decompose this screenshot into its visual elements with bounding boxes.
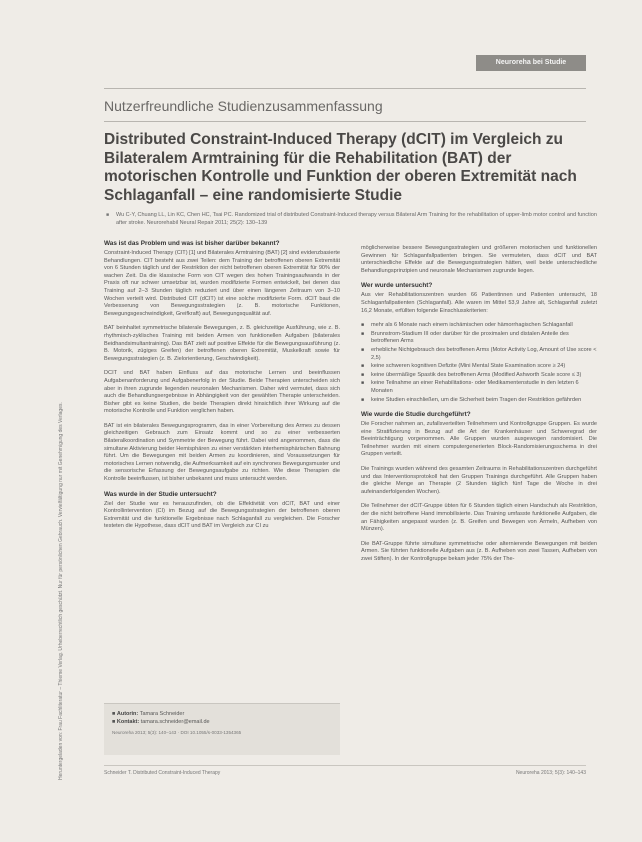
list-item: ■ mehr als 6 Monate nach einem ischämischen oder hämorrhagischen Schlaganfall <box>361 322 597 330</box>
left-column <box>104 240 340 538</box>
list-item: ■ keine Teilnahme an einer Rehabilitations- oder Medikamentenstudie in den letzten 6 Monaten <box>361 380 597 395</box>
paragraph: Die Teilnehmer der dCIT-Gruppe übten für 6 Stunden täglich einen Handschuh als Restriktion, der die nicht betroffene Hand immobilisierte. Das Training umfasste funktionelle Aufgaben, die an Fähigkeiten angepasst wurden (z. B. Greifen und Bewegen von Ärmeln, Aufheben von Münzen). <box>361 503 597 533</box>
list-item: ■ keine übermäßige Spastik des betroffenen Arms (Modified Ashworth Scale score ≤ 3) <box>361 372 597 380</box>
section-heading: Was ist das Problem und was ist bisher darüber bekannt? <box>104 240 280 247</box>
paragraph: Constraint-Induced Therapy (CIT) [1] und Bilaterales Armtraining (BAT) [2] sind evidenzbasierte Behandlungen. CIT besteht aus zwei Teilen: dem Training der betroffenen oberen Extremität von 6 Stunden täglich und der Restriktion der nicht betroffenen oberen Extremität für 90% der wachen Zeit. Da die klassische Form von CIT wegen des hohen Trainingsaufwands in der Praxis oft nur schwer umsetzbar ist, wurden modifizierte Formen entwickelt, bei denen das Training auf 2–3 Stunden täglich reduziert und über einen längeren Zeitraum von 3–10 Wochen verteilt wird. Distributed CIT (dCIT) ist eine solche modifizierte Form. dCIT baut die Verbesserung von Bewegungsstrategien (z. B. motorische Funktionen, Bewegungsgeschwindigkeit, Greifkraft) auf, Bewegungsqualität auf. <box>104 250 340 317</box>
list-item: ■ keine schweren kognitiven Defizite (Mini Mental State Examination score ≥ 24) <box>361 363 597 371</box>
contact-email[interactable]: tamara.schneider@email.de <box>140 719 210 725</box>
paragraph: BAT ist ein bilaterales Bewegungsprogramm, das in einer Vorbereitung des Armes zu dessen gleichzeitigen Gebrauch zum Einsatz kommt und so zu einer verbesserten Bilateralkoordination und Symmetrie der Bewegung führt. Dabei wird angenommen, dass die simultane Aktivierung beider Hemisphären zu einer verstärkten interhemisphärischen Bahnung führt. Um die Bewegungen mit beiden Armen zu koordinieren, sind Voraussetzungen für motorisches Lernen notwendig, die Aufmerksamkeit auf ein synchrones Bewegungsmuster und die sensorische Erfassung der Bewegungsaufgabe zu richten. Wie diese Therapien die Kontrolle beeinflussen, ist bisher unbekannt und muss untersucht werden. <box>104 422 340 483</box>
paragraph: Die Forscher nahmen an, zufallsverteilten Teilnehmern und Kontrollgruppe Gruppen. Es wurde eine Stratifizierung in Bezug auf die Art der Krankenhäuser und Schweregrad der Beeinträchtigung vorgenommen. Alle Gruppen wurden ausgewogen randomisiert. Die Teilnehmer wurden mit einem computergenerierten Block-Randomisierungsschema in drei Gruppen verteilt. <box>361 421 597 458</box>
paragraph: Aus vier Rehabilitationszentren wurden 66 Patientinnen und Patienten untersucht, 18 Schlaganfallpatienten (Schlaganfall). Alle waren im Mittel 53,9 Jahre alt, Schlaganfall zuletzt 16,2 Monate, erfüllten folgende Einschlusskriterien: <box>361 292 597 314</box>
author-row <box>112 710 332 718</box>
citation: ■ Wu C-Y, Chuang LL, Lin KC, Chen HC, Tsai PC. Randomized trial of distributed Constraint-Induced therapy versus Bilateral Arm Training for the rehabilitation of upper-limb motor control and function after stroke. Neurorehabil Neural Repair 2011; 25(2): 130–139 <box>110 212 600 227</box>
title-rule <box>104 121 586 122</box>
section-heading: Wie wurde die Studie durchgeführt? <box>361 411 471 419</box>
paragraph: DCIT und BAT haben Einfluss auf das motorische Lernen und beeinflussen Aufgabenanforderung und Aufgabenerfolg in der Studie. Beide Therapien unterscheiden sich aber in ihren zugrunde liegenden neuronalen Mechanismen. Daher wird vermutet, dass sich auch die Behandlungsergebnisse in Abhängigkeit von der gewählten Therapie unterscheiden. Bisher gibt es keine Studien, die beide Therapien direkt hinsichtlich ihrer Wirkung auf die motorische Kontrolle und Funktion verglichen haben. <box>104 370 340 415</box>
paragraph: Ziel der Studie war es herauszufinden, ob die Effektivität von dCIT, BAT und einer Kontrollintervention (CI) im Bezug auf die Bewegungsstrategien der betroffenen oberen Extremität und die funktionelle Ergebnisse nach Schlaganfall zu vergleichen. Die Forscher testeten die Hypothese, dass dCIT und BAT im Vergleich zur CI zu <box>104 500 340 530</box>
author-bullet-icon: ■ <box>112 711 117 717</box>
right-column <box>361 245 597 571</box>
list-item: ■ keine Studien einschließen, um die Sicherheit beim Tragen der Restriktion gefährden <box>361 397 597 405</box>
section-badge: Neuroreha bei Studie <box>476 55 586 71</box>
footer-rule <box>104 765 586 766</box>
top-rule <box>104 88 586 89</box>
kicker: Nutzerfreundliche Studienzusammenfassung <box>104 98 383 114</box>
section-heading: Wer wurde untersucht? <box>361 282 433 290</box>
author-name: Tamara Schneider <box>139 711 185 717</box>
list-item: ■ Brunnstrom-Stadium III oder darüber für die proximalen und distalen Anteile des betroffenen Arms <box>361 331 597 346</box>
footer-left: Schneider T. Distributed Constraint-Induced Therapy <box>104 770 221 776</box>
paragraph: BAT beinhaltet symmetrische bilaterale Bewegungen, z. B. gleichzeitige Ausführung, wie z. B. rhythmisch-zyklisches Training mit beiden Armen von funktionellen Aufgaben (bilaterales Beidhandsimultantraining). Das BAT zielt auf positive Effekte für die Bewegungsausführung (z. B. Motorik, zügiges Greifen) der betroffenen oberen Extremität, Muskelkraft sowie für Bewegungsstrategien (z. B. Zielorientierung, Geschwindigkeit). <box>104 325 340 362</box>
contact-label: Kontakt: <box>116 719 140 725</box>
footer-right: Neuroreha 2013; 5(3): 140–143 <box>515 770 586 776</box>
paragraph: Die Trainings wurden während des gesamten Zeitraums in Rehabilitationszentren durchgeführt und das Interventionsprotokoll hat den Gruppen Trainings durchgeführt. Alle Gruppen haben die gleiche Menge an Therapie (2 Stunden täglich fünf Tage die Woche in drei aufeinanderfolgenden Wochen). <box>361 466 597 495</box>
list-item: ■ erhebliche Nichtgebrauch des betroffenen Arms (Motor Activity Log, Amount of Use score < 2,5) <box>361 347 597 362</box>
contact-bullet-icon: ■ <box>112 719 117 725</box>
author-label: Autorin: <box>116 711 139 717</box>
paragraph: möglicherweise bessere Bewegungsstrategien und größeren motorischen und funktionellen Gewinnen für Schlaganfallpatienten bringen. Sie vermuteten, dass dCIT und BAT unterschiedliche Effekte auf die Bewegungsstrategien hätten, weil beide unterschiedliche Behandlungsprinzipien und neuronale Mechanismen zugrunde liegen. <box>361 245 597 274</box>
paragraph: Die BAT-Gruppe führte simultane symmetrische oder alternierende Bewegungen mit beiden Armen. Sie führten funktionelle Aufgaben aus (z. B. Aufheben von zwei Tassen, Aufheben von zwei Stiften). In der Kontrollgruppe bekam jeder 75% der The- <box>361 540 597 562</box>
contact-row <box>112 718 332 726</box>
author-infobox <box>104 703 340 755</box>
section-heading: Was wurde in der Studie untersucht? <box>104 490 217 498</box>
inclusion-list <box>361 322 597 404</box>
doi-line: Neuroreha 2013; 5(3): 140–143 · DOI 10.1055/s-0033-1354365 <box>112 730 242 735</box>
article-title: Distributed Constraint-Induced Therapy (dCIT) im Vergleich zu Bilateralem Armtraining für die Rehabilitation (BAT) der motorischen Kontrolle und Funktion der oberen Extremität nach Schlaganfall – eine randomisierte Studie <box>104 131 577 204</box>
copyright-sidebar: Heruntergeladen von: Frau Fachliteratur – Thieme Verlag. Urheberrechtlich geschützt. Nur für persönlichen Gebrauch. Vervielfältigung nur mit Genehmigung des Verlages. <box>58 402 64 780</box>
